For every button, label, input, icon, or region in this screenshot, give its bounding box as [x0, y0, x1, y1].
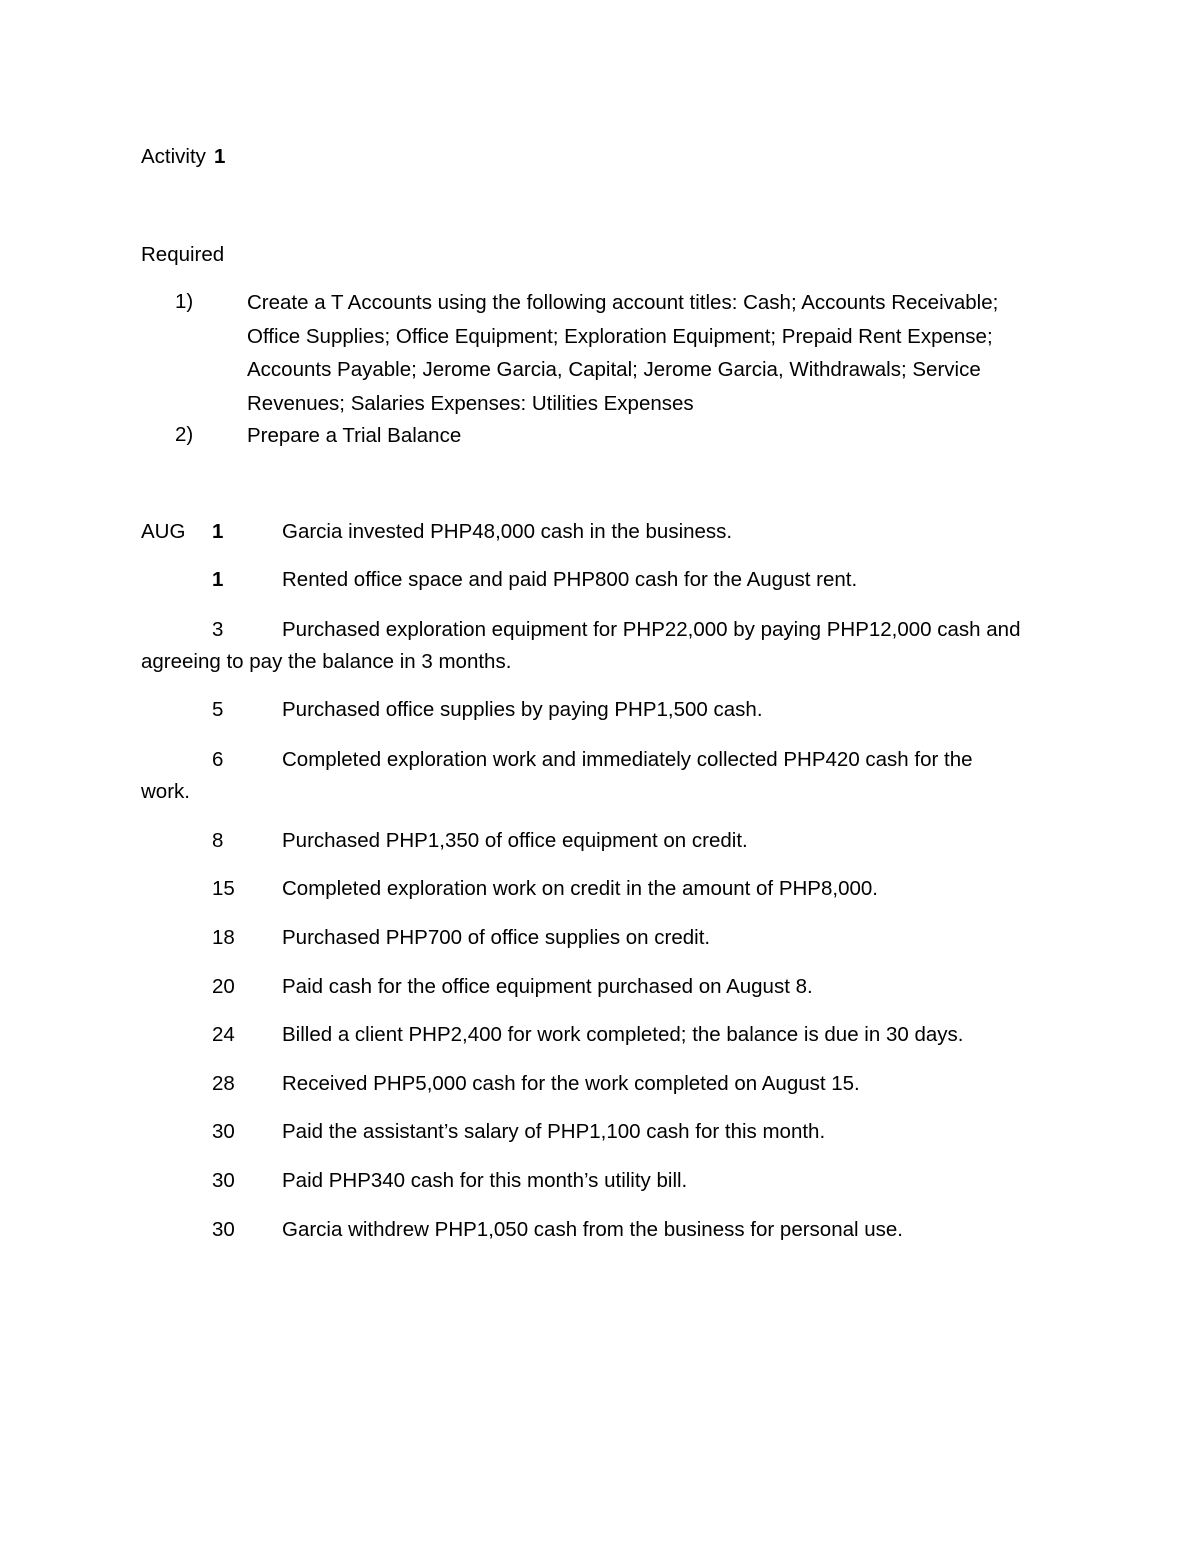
transaction-day: 3 — [212, 618, 224, 641]
transaction-text: Purchased office supplies by paying PHP1,500 cash. — [282, 698, 763, 721]
transaction-text: Garcia invested PHP48,000 cash in the business. — [282, 520, 733, 543]
requirement-text: Prepare a Trial Balance — [247, 424, 462, 447]
required-heading: Required — [141, 243, 225, 266]
transaction-day: 30 — [212, 1120, 235, 1143]
transaction-day: 1 — [212, 520, 224, 543]
transaction-day: 18 — [212, 926, 235, 949]
transaction-day: 30 — [212, 1218, 235, 1241]
transaction-text: Rented office space and paid PHP800 cash for the August rent. — [282, 568, 858, 591]
transaction-day: 6 — [212, 748, 224, 771]
transaction-text: Received PHP5,000 cash for the work completed on August 15. — [282, 1072, 860, 1095]
transaction-text: Paid PHP340 cash for this month’s utility bill. — [282, 1169, 688, 1192]
transaction-day: 24 — [212, 1023, 235, 1046]
transaction-text: Paid the assistant’s salary of PHP1,100 cash for this month. — [282, 1120, 826, 1143]
transaction-day: 8 — [212, 829, 224, 852]
transaction-text: Paid cash for the office equipment purchased on August 8. — [282, 975, 813, 998]
page-title — [141, 145, 225, 169]
requirement-number: 1) — [175, 290, 194, 313]
transaction-day: 30 — [212, 1169, 235, 1192]
transaction-text: Completed exploration work and immediately collected PHP420 cash for the — [282, 748, 973, 771]
transaction-day: 15 — [212, 877, 235, 900]
transaction-day: 1 — [212, 568, 224, 591]
transaction-text: Billed a client PHP2,400 for work completed; the balance is due in 30 days. — [282, 1023, 964, 1046]
title-word: Activity — [141, 145, 206, 168]
transaction-day: 5 — [212, 698, 224, 721]
month-label: AUG — [141, 520, 186, 543]
requirement-text: Create a T Accounts using the following account titles: Cash; Accounts Receivable; Office Supplies; Office Equipment; Exploration Equipment; Prepaid Rent Expense; Accounts Payable; Jerome Garcia, Capital; Jerome Garcia, Withdrawals; Service Revenues; Salaries Expenses: Utilities Expenses — [247, 291, 999, 415]
requirement-number: 2) — [175, 423, 194, 446]
transaction-text: Purchased exploration equipment for PHP22,000 by paying PHP12,000 cash and — [282, 618, 1021, 641]
transaction-text: Purchased PHP700 of office supplies on credit. — [282, 926, 711, 949]
transaction-day: 20 — [212, 975, 235, 998]
transaction-text-continuation: agreeing to pay the balance in 3 months. — [141, 650, 512, 673]
transaction-text: Purchased PHP1,350 of office equipment on credit. — [282, 829, 748, 852]
transaction-text: Garcia withdrew PHP1,050 cash from the business for personal use. — [282, 1218, 903, 1241]
title-number: 1 — [213, 145, 226, 168]
transaction-text: Completed exploration work on credit in the amount of PHP8,000. — [282, 877, 878, 900]
transaction-text-continuation: work. — [141, 780, 190, 803]
transaction-day: 28 — [212, 1072, 235, 1095]
